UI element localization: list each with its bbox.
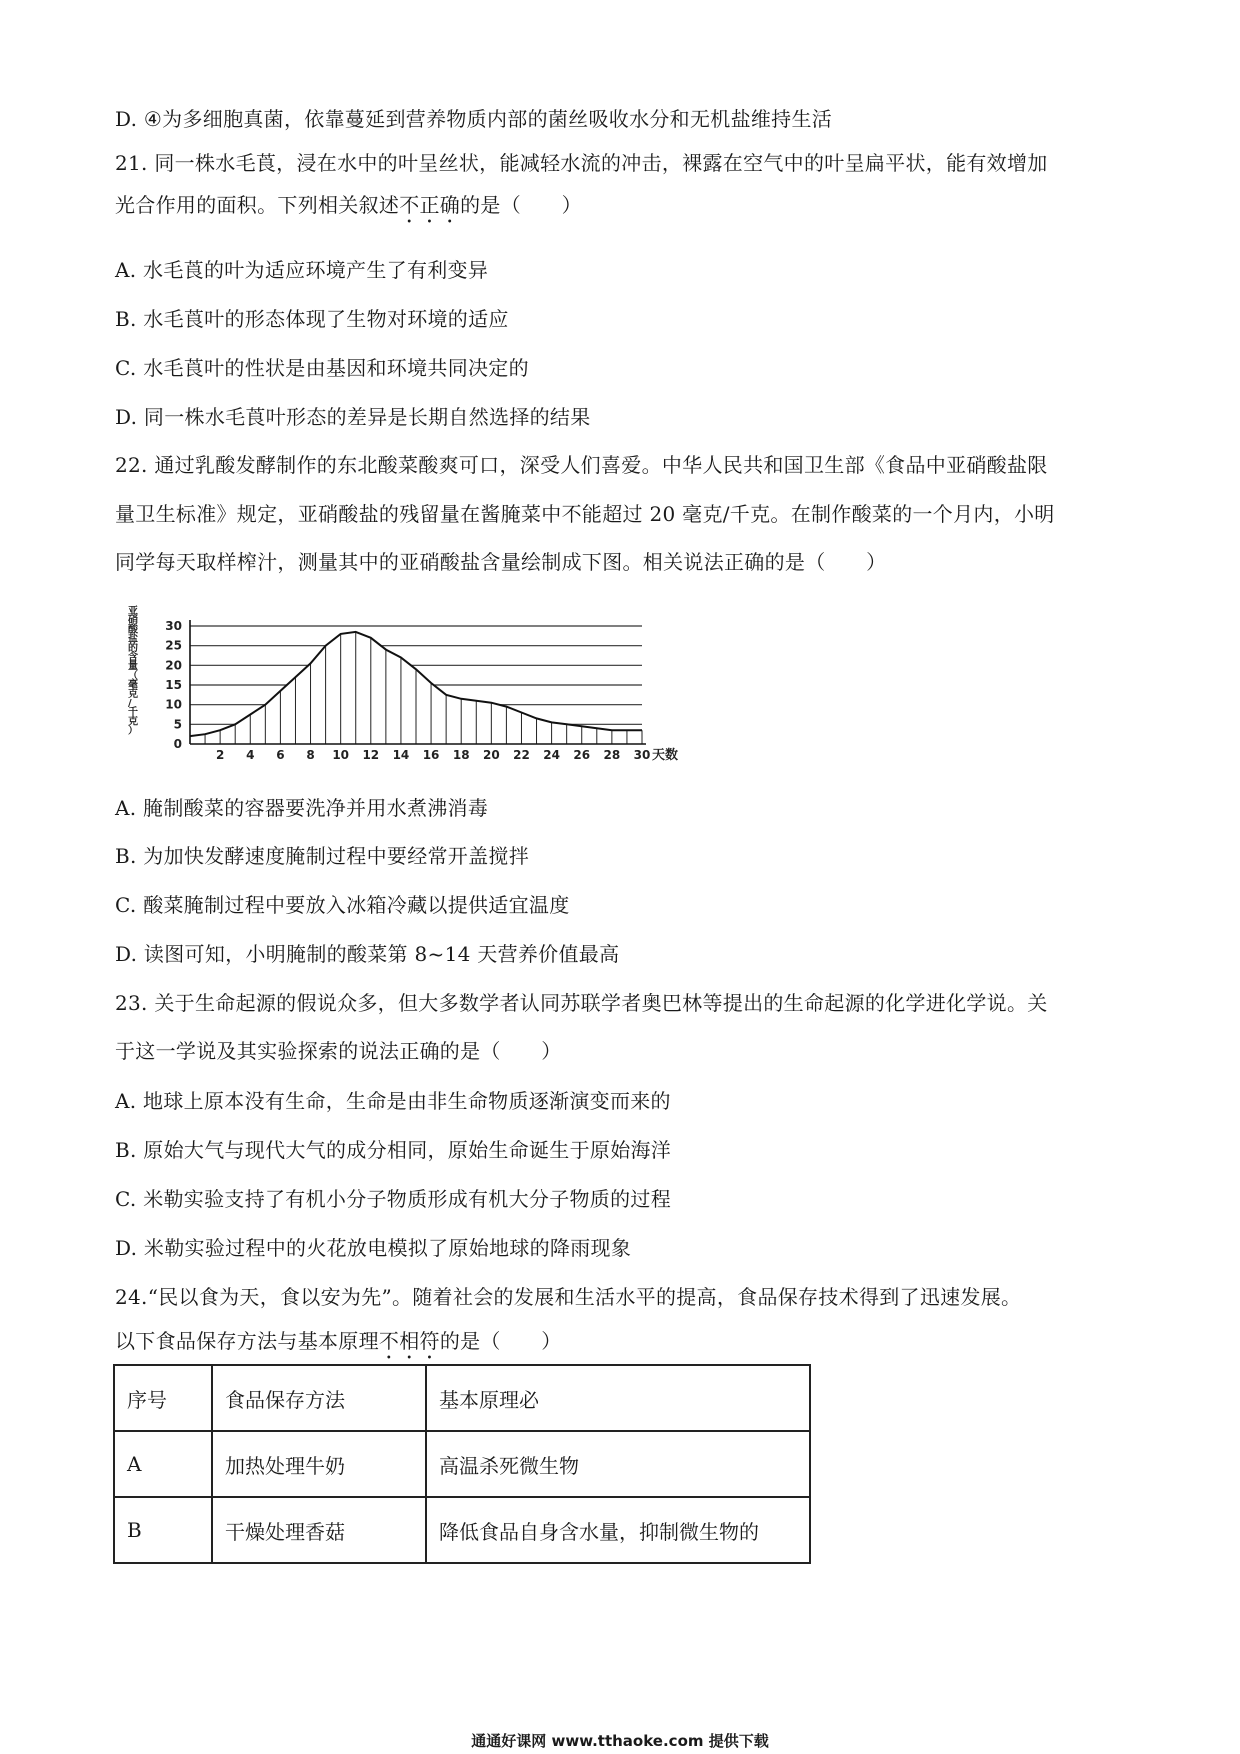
x-tick-label: 30	[633, 748, 651, 762]
question-23-line2: 于这一学说及其实验探索的说法正确的是（ ）	[115, 1039, 562, 1063]
nitrite-chart	[112, 592, 732, 762]
y-tick-label: 25	[165, 638, 182, 653]
cell-index: A	[114, 1431, 212, 1497]
option-b-q22: B. 为加快发酵速度腌制过程中要经常开盖搅拌	[115, 844, 530, 868]
y-tick-label: 10	[165, 697, 182, 712]
x-tick-label: 10	[332, 748, 350, 762]
question-24-text: 以下食品保存方法与基本原理	[115, 1329, 379, 1353]
emphasis-not-match: 不相符	[378, 1329, 440, 1353]
y-tick-label: 15	[165, 678, 182, 692]
y-tick-label: 30	[165, 619, 182, 633]
option-c-q21: C. 水毛莨叶的性状是由基因和环境共同决定的	[115, 356, 529, 380]
x-axis-label: 天数	[652, 748, 679, 762]
option-a-q23: A. 地球上原本没有生命，生命是由非生命物质逐渐演变而来的	[115, 1089, 671, 1113]
option-d-q22: D. 读图可知，小明腌制的酸菜第 8~14 天营养价值最高	[115, 942, 620, 966]
x-tick-label: 26	[573, 748, 591, 762]
cell-principle: 降低食品自身含水量，抑制微生物的	[426, 1497, 810, 1563]
x-tick-label: 16	[422, 748, 440, 762]
question-23-line1: 23. 关于生命起源的假说众多，但大多数学者认同苏联学者奥巴林等提出的生命起源的化学进化学说。关	[115, 991, 1048, 1015]
y-tick-label: 20	[165, 658, 182, 673]
emphasis-not-correct: 不正确	[399, 193, 461, 217]
option-b-q23: B. 原始大气与现代大气的成分相同，原始生命诞生于原始海洋	[115, 1138, 672, 1162]
cell-principle: 高温杀死微生物	[426, 1431, 810, 1497]
table-header-row	[114, 1365, 810, 1431]
question-21-tail: 的是（ ）	[460, 193, 582, 217]
question-24-tail: 的是（ ）	[439, 1329, 562, 1353]
question-24-line1: 24.“民以食为天，食以安为先”。随着社会的发展和生活水平的提高，食品保存技术得到了迅速发展。	[115, 1285, 1022, 1309]
x-tick-label: 8	[306, 748, 315, 762]
option-d-q23: D. 米勒实验过程中的火花放电模拟了原始地球的降雨现象	[115, 1236, 632, 1260]
x-tick-label: 18	[452, 748, 470, 762]
y-tick-label: 0	[173, 737, 182, 751]
question-21-line2	[115, 189, 582, 228]
header-principle: 基本原理必	[426, 1365, 810, 1431]
question-24-line2	[115, 1325, 562, 1364]
question-21-text: 光合作用的面积。下列相关叙述	[115, 193, 400, 217]
question-22-line2: 量卫生标准》规定，亚硝酸盐的残留量在酱腌菜中不能超过 20 毫克/千克。在制作酸菜的一个月内，小明	[115, 502, 1055, 526]
x-tick-label: 14	[392, 748, 410, 762]
table-row	[114, 1431, 810, 1497]
x-tick-label: 24	[543, 748, 560, 762]
x-tick-label: 2	[215, 748, 225, 762]
option-a-q21: A. 水毛莨的叶为适应环境产生了有利变异	[115, 258, 489, 282]
question-21-line1: 21. 同一株水毛莨，浸在水中的叶呈丝状，能减轻水流的冲击，裸露在空气中的叶呈扁平状，能有效增加	[115, 151, 1048, 175]
cell-method: 加热处理牛奶	[212, 1431, 426, 1497]
svg-text:亚硝酸盐的含量（毫克/千克）: 亚硝酸盐的含量（毫克/千克）	[128, 606, 138, 737]
x-tick-label: 4	[246, 748, 255, 762]
option-d-q21: D. 同一株水毛莨叶形态的差异是长期自然选择的结果	[115, 405, 591, 429]
option-c-q23: C. 米勒实验支持了有机小分子物质形成有机大分子物质的过程	[115, 1187, 672, 1211]
y-tick-label: 5	[173, 717, 182, 732]
x-tick-label: 12	[362, 748, 380, 762]
question-22-line1: 22. 通过乳酸发酵制作的东北酸菜酸爽可口，深受人们喜爱。中华人民共和国卫生部《食品中亚硝酸盐限	[115, 453, 1048, 477]
question-22-line3: 同学每天取样榨汁，测量其中的亚硝酸盐含量绘制成下图。相关说法正确的是（ ）	[115, 550, 887, 574]
y-axis-label	[127, 604, 139, 737]
footer-source: 通通好课网 www.tthaoke.com 提供下载	[471, 1732, 769, 1750]
table-row	[114, 1497, 810, 1563]
header-index: 序号	[114, 1365, 212, 1431]
header-method: 食品保存方法	[212, 1365, 426, 1431]
food-preservation-table	[113, 1364, 811, 1564]
x-tick-label: 6	[276, 748, 285, 762]
cell-index: B	[114, 1497, 212, 1563]
x-tick-label: 20	[482, 748, 500, 762]
option-d-q20: D. ④为多细胞真菌，依靠蔓延到营养物质内部的菌丝吸收水分和无机盐维持生活	[115, 107, 833, 131]
cell-method: 干燥处理香菇	[212, 1497, 426, 1563]
option-b-q21: B. 水毛莨叶的形态体现了生物对环境的适应	[115, 307, 509, 331]
x-tick-label: 22	[513, 748, 530, 762]
option-c-q22: C. 酸菜腌制过程中要放入冰箱冷藏以提供适宜温度	[115, 893, 570, 917]
option-a-q22: A. 腌制酸菜的容器要洗净并用水煮沸消毒	[115, 796, 489, 820]
x-tick-label: 28	[603, 748, 621, 762]
